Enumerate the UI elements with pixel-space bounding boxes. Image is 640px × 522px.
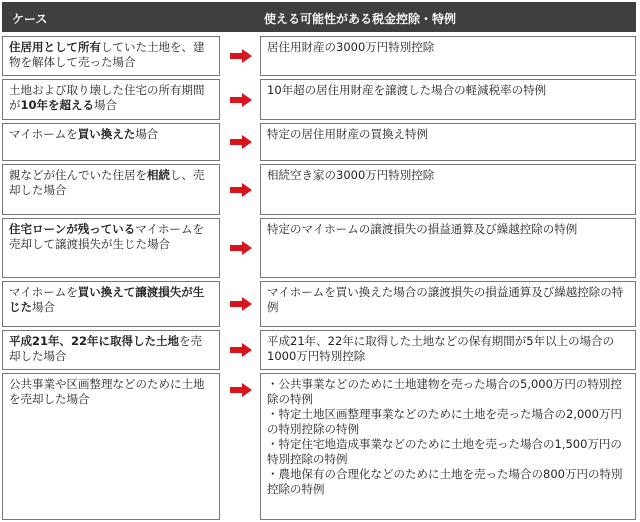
table-row [2,218,636,278]
rule-cell [260,123,636,161]
right-arrow-icon [230,343,252,357]
rule-text: ・農地保有の合理化などのために土地を売った場合の800万円の特別控除の特例 [267,467,623,496]
table-row [2,330,636,370]
rule-text: 平成21年、22年に取得した土地などの保有期間が5年以上の場合の1000万円特別控除 [267,334,615,363]
rule-text: 10年超の居住用財産を譲渡した場合の軽減税率の特例 [267,83,547,97]
table-row [2,36,636,76]
tax-deduction-table [2,2,636,496]
case-text-bold: 住宅ローンが残っている [9,222,136,236]
case-text: 親などが住んでいた住居を [9,168,147,182]
case-cell [2,330,220,370]
case-cell [2,36,220,76]
rule-text: ・公共事業などのために土地建物を売った場合の5,000万円の特別控除の特例 [267,377,622,406]
rule-cell [260,373,636,520]
header-rule: 使える可能性がある税金控除・特例 [264,12,457,26]
rule-text: マイホームを買い換えた場合の譲渡損失の損益通算及び繰越控除の特例 [267,285,624,314]
case-text: し、売却した場合 [9,168,205,197]
case-text: 公共事業や区画整理などのために土地を売却した場合 [9,377,205,406]
table-header [2,2,636,32]
case-cell [2,123,220,161]
case-text-bold: 買い換えた [77,127,136,141]
right-arrow-icon [230,49,252,63]
case-text-bold: 平成21年、22年に取得した土地 [9,334,180,348]
case-text: マイホームを [9,285,78,299]
case-text-bold: 住居用として所有 [9,40,101,54]
table-row [2,123,636,161]
case-cell [2,281,220,327]
rule-text: ・特定住宅地造成事業などのために土地を売った場合の1,500万円の特別控除の特例 [267,437,622,466]
case-text: を売却した場合 [9,334,203,363]
case-text: マイホームを [9,127,78,141]
case-text: マイホームを売却して譲渡損失が生じた場合 [9,222,205,251]
case-text: 土地および取り壊した住宅の所有期間が [9,83,205,112]
right-arrow-icon [230,297,252,311]
case-text-bold: 10年を超える [20,98,95,112]
case-cell [2,218,220,278]
right-arrow-icon [230,135,252,149]
right-arrow-icon [230,93,252,107]
right-arrow-icon [230,383,252,397]
case-cell [2,373,220,520]
rule-text: 居住用財産の3000万円特別控除 [267,40,435,54]
rule-cell [260,218,636,278]
case-cell [2,79,220,120]
rule-cell [260,36,636,76]
right-arrow-icon [230,183,252,197]
case-text: 場合 [94,98,118,112]
rule-text: 相続空き家の3000万円特別控除 [267,168,435,182]
table-row [2,373,636,520]
case-text: していた土地を、建物を解体して売った場合 [9,40,205,69]
rule-text: ・特定土地区画整理事業などのために土地を売った場合の2,000万円の特別控除の特例 [267,407,622,436]
case-text: 場合 [32,300,55,314]
rule-cell [260,330,636,370]
table-row [2,281,636,327]
case-text: 場合 [135,127,159,141]
rule-text: 特定のマイホームの譲渡損失の損益通算及び繰越控除の特例 [267,222,578,236]
rule-cell [260,79,636,120]
rule-cell [260,281,636,327]
table-row [2,164,636,215]
rule-cell [260,164,636,215]
header-case: ケース [12,12,48,26]
rule-text: 特定の居住用財産の買換え特例 [267,127,428,141]
right-arrow-icon [230,241,252,255]
case-cell [2,164,220,215]
case-text-bold: 相続 [147,168,170,182]
case-text-bold: 買い換えて譲渡損失が生じた [9,285,205,314]
table-row [2,79,636,120]
